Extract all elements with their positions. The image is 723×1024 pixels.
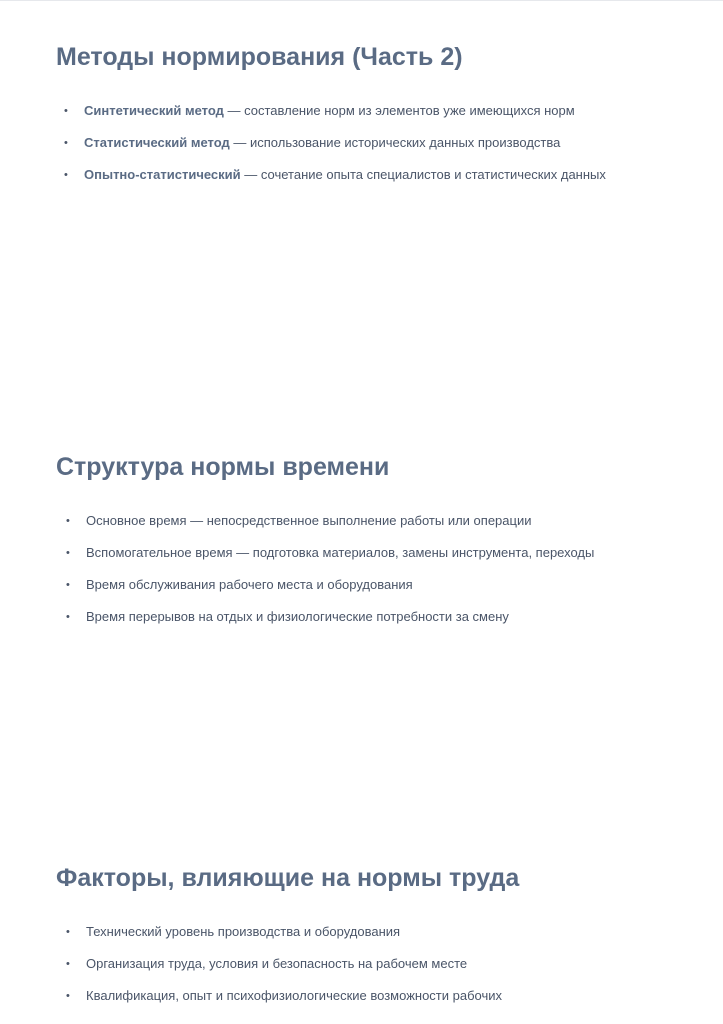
list-item-text: Технический уровень производства и оборудования [86,924,401,939]
factors-list [56,923,696,1019]
section-title: Структура нормы времени [56,453,390,481]
methods-list [56,102,696,198]
method-description: — сочетание опыта специалистов и статистических данных [240,167,606,182]
method-term: Опытно-статистический [84,167,241,182]
list-item-text: Время обслуживания рабочего места и оборудования [86,577,413,592]
bullet-icon: • [66,990,70,1002]
list-item [56,134,696,166]
list-item [56,102,696,134]
section-labor-factors [56,863,696,1019]
bullet-icon: • [66,926,70,938]
list-item [56,166,696,198]
list-item [56,576,696,608]
bullet-icon: • [66,515,70,527]
list-item-text: Квалификация, опыт и психофизиологические возможности рабочих [86,988,503,1003]
list-item [56,923,696,955]
bullet-icon: • [66,958,70,970]
bullet-icon: • [66,579,70,591]
list-item-text: Организация труда, условия и безопасность на рабочем месте [86,956,468,971]
list-item-text: Основное время — непосредственное выполнение работы или операции [86,513,532,528]
method-description: — составление норм из элементов уже имеющихся норм [223,103,575,118]
bullet-icon: • [64,105,68,117]
bullet-icon: • [66,547,70,559]
list-item [56,608,696,640]
bullet-icon: • [64,137,68,149]
section-time-structure [56,452,696,640]
list-item [56,987,696,1019]
list-item [56,955,696,987]
list-item [56,544,696,576]
time-structure-list [56,512,696,640]
method-term: Синтетический метод [84,103,224,118]
method-term: Статистический метод [84,135,230,150]
section-title: Факторы, влияющие на нормы труда [56,864,520,892]
list-item-text: Время перерывов на отдых и физиологические потребности за смену [86,609,509,624]
section-title: Методы нормирования (Часть 2) [56,43,463,71]
list-item-text: Вспомогательное время — подготовка материалов, замены инструмента, переходы [86,545,595,560]
method-description: — использование исторических данных производства [229,135,561,150]
bullet-icon: • [66,611,70,623]
list-item [56,512,696,544]
bullet-icon: • [64,169,68,181]
section-methods [56,42,696,198]
top-rule [0,0,723,1]
